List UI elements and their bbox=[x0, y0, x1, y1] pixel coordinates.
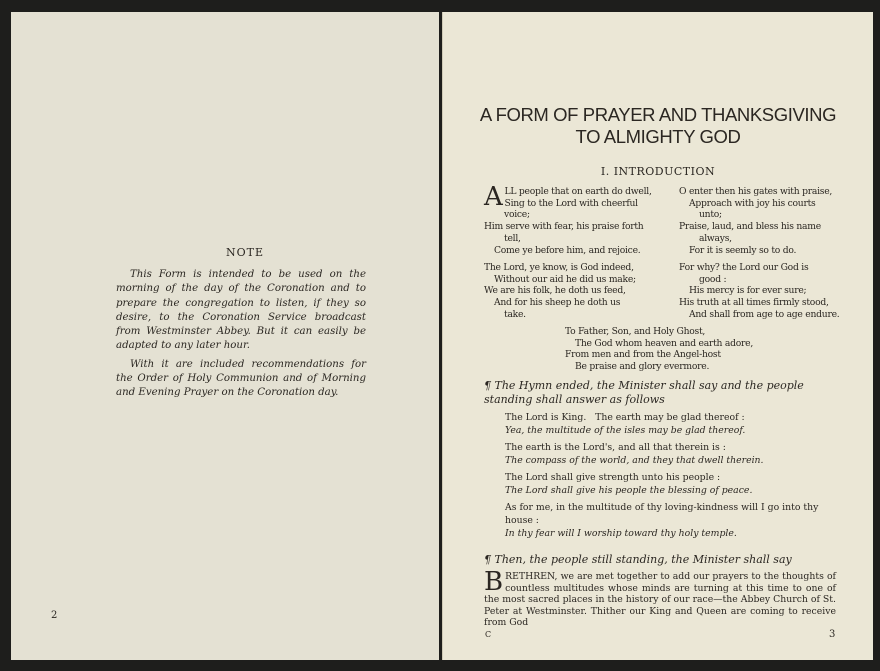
title-line: A FORM OF PRAYER AND THANKSGIVING bbox=[479, 104, 837, 125]
line: O enter then his gates with praise, bbox=[679, 186, 833, 197]
line: always, bbox=[699, 232, 732, 244]
line: unto; bbox=[699, 209, 722, 221]
line: Be praise and glory evermore. bbox=[575, 361, 710, 373]
line: Come ye before him, and rejoice. bbox=[494, 244, 641, 256]
hymn-stanza-4 bbox=[679, 262, 867, 321]
versicle: The Lord shall give strength unto his people : bbox=[505, 472, 721, 483]
line: take. bbox=[504, 308, 526, 320]
drop-cap: A bbox=[484, 182, 503, 212]
line: voice; bbox=[504, 209, 530, 221]
line: We are his folk, he doth us feed, bbox=[484, 285, 626, 297]
line: For it is seemly so to do. bbox=[689, 244, 797, 256]
hymn-stanza-1 bbox=[484, 182, 672, 256]
line: To Father, Son, and Holy Ghost, bbox=[565, 326, 706, 337]
line: LL people that on earth do dwell, bbox=[504, 186, 652, 197]
note-paragraph: With it are included recommendations for the Order of Holy Communion and of Morning and Evening Prayer on the Coronation day. bbox=[116, 358, 366, 399]
left-page bbox=[11, 12, 439, 660]
response: Yea, the multitude of the isles may be glad thereof. bbox=[505, 425, 746, 436]
versicle-pair bbox=[505, 501, 845, 540]
line: Without our aid he did us make; bbox=[494, 273, 636, 285]
signature-mark: C bbox=[485, 630, 492, 639]
versicle: The earth is the Lord's, and all that therein is : bbox=[505, 442, 726, 453]
right-page bbox=[442, 12, 873, 660]
drop-cap: B bbox=[484, 567, 504, 597]
versicle-pair bbox=[505, 471, 845, 497]
page-number: 3 bbox=[829, 629, 836, 640]
line: And for his sheep he doth us bbox=[494, 297, 621, 309]
line: Approach with joy his courts bbox=[689, 197, 816, 209]
versicle: As for me, in the multitude of thy loving-kindness will I go into thy house : bbox=[505, 502, 819, 526]
line: For why? the Lord our God is bbox=[679, 262, 809, 273]
note-paragraph: This Form is intended to be used on the morning of the day of the Coronation and to prepare the congregation to listen, if they so desire, to the Coronation Service broadcast from Westminster Abbey. But it can easily be adapted to any later hour. bbox=[116, 269, 366, 352]
line: Praise, laud, and bless his name bbox=[679, 221, 821, 233]
address-text: RETHREN, we are met together to add our prayers to the thoughts of countless multitudes whose minds are turning at this time to one of the most sacred places in the history of our race—the Abbey Church of St. Peter at Westminster. Thither our King and Queen are coming to receive from God bbox=[484, 571, 836, 629]
line: And shall from age to age endure. bbox=[689, 308, 840, 320]
line: Sing to the Lord with cheerful bbox=[504, 197, 638, 209]
note-text bbox=[116, 268, 366, 405]
versicles bbox=[505, 411, 845, 544]
hymn-stanza-3 bbox=[679, 186, 867, 256]
line: From men and from the Angel-host bbox=[565, 349, 721, 361]
title-line: TO ALMIGHTY GOD bbox=[575, 126, 741, 147]
line: tell, bbox=[504, 232, 521, 244]
line: The God whom heaven and earth adore, bbox=[575, 337, 753, 349]
page-title bbox=[443, 104, 873, 148]
line: His truth at all times firmly stood, bbox=[679, 297, 829, 309]
page-number: 2 bbox=[51, 610, 58, 621]
address-paragraph bbox=[484, 567, 836, 629]
versicle: The Lord is King. The earth may be glad thereof : bbox=[505, 412, 745, 423]
response: The Lord shall give his people the blessing of peace. bbox=[505, 485, 753, 496]
hymn-stanza-2 bbox=[484, 262, 672, 321]
versicle-pair bbox=[505, 441, 845, 467]
line: The Lord, ye know, is God indeed, bbox=[484, 262, 634, 273]
hymn-stanza-5 bbox=[565, 326, 785, 373]
note-title: NOTE bbox=[225, 246, 264, 259]
line: good : bbox=[699, 273, 727, 285]
response: The compass of the world, and they that dwell therein. bbox=[505, 455, 764, 466]
section-heading: I. INTRODUCTION bbox=[600, 165, 716, 178]
line: His mercy is for ever sure; bbox=[689, 285, 807, 297]
line: Him serve with fear, his praise forth bbox=[484, 221, 644, 233]
rubric: ¶ Then, the people still standing, the Minister shall say bbox=[484, 553, 792, 566]
versicle-pair bbox=[505, 411, 845, 437]
response: In thy fear will I worship toward thy holy temple. bbox=[505, 528, 737, 539]
rubric: ¶ The Hymn ended, the Minister shall say and the people standing shall answer as follows bbox=[484, 379, 804, 406]
